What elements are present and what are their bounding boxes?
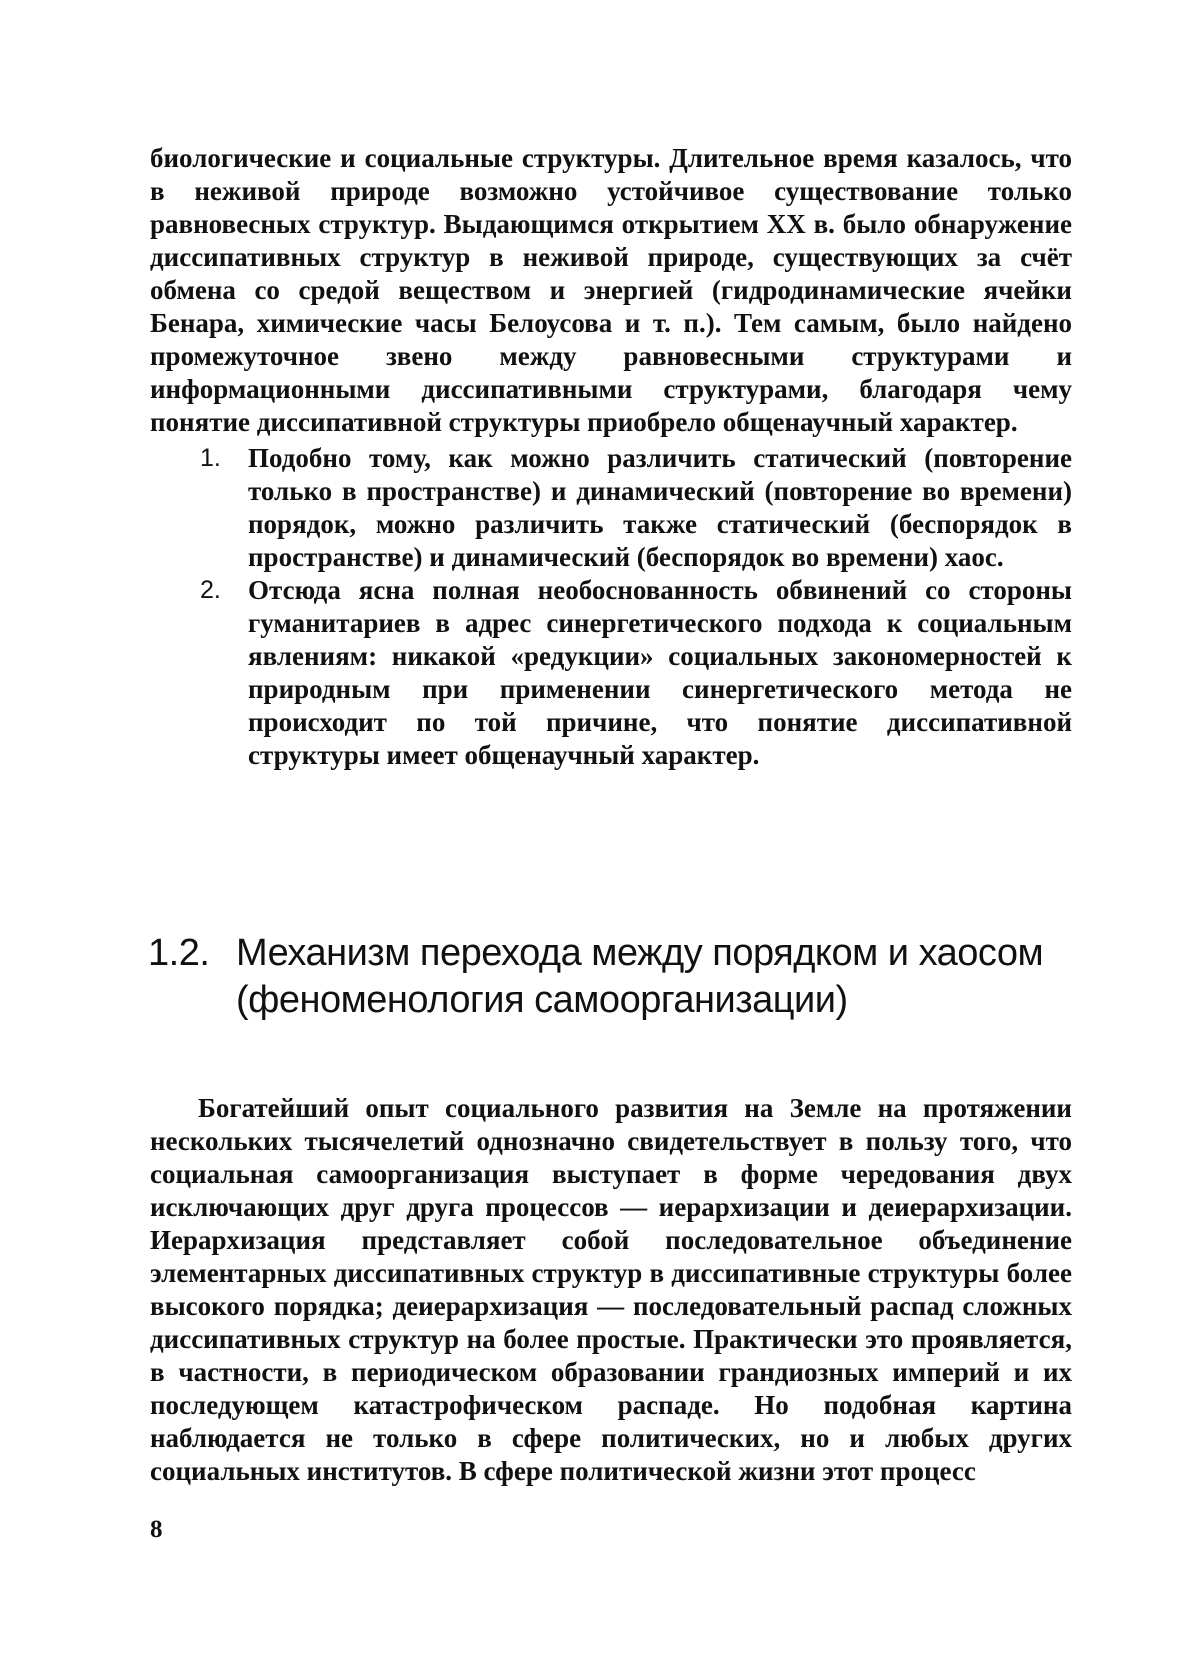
book-page	[0, 0, 1200, 1656]
main-paragraph	[150, 1092, 1072, 1488]
section-title-line-1: Механизм перехода между порядком и хаосом	[236, 930, 1078, 977]
section-number: 1.2.	[148, 930, 209, 977]
section-title-line-2: (феноменология самоорганизации)	[236, 977, 1078, 1024]
footnote-item-2	[190, 574, 1072, 772]
footnote-number: 2.	[200, 574, 221, 607]
section-heading	[148, 930, 1078, 1024]
footnote-number: 1.	[200, 442, 221, 475]
intro-paragraph-text: биологические и социальные структуры. Длительное время казалось, что в неживой природе возможно устойчивое существование только равновесных структур. Выдающимся открытием XX в. было обнаружение диссипативных структур в неживой природе, существующих за счёт обмена со средой веществом и энергией (гидродинамические ячейки Бенара, химические часы Белоусова и т. п.). Тем самым, было найдено промежуточное звено между равновесными структурами и информационными диссипативными структурами, благодаря чему понятие диссипативной структуры приобрело общенаучный характер.	[150, 142, 1072, 439]
footnote-text: Подобно тому, как можно различить статический (повторение только в пространстве) и динамический (повторение во времени) порядок, можно различить также статический (беспорядок в пространстве) и динамический (беспорядок во времени) хаос.	[248, 443, 1072, 572]
main-paragraph-text: Богатейший опыт социального развития на Земле на протяжении нескольких тысячелетий однозначно свидетельствует в пользу того, что социальная самоорганизация выступает в форме чередования двух исключающих друг друга процессов — иерархизации и деиерархизации. Иерархизация представляет собой последовательное объединение элементарных диссипативных структур в диссипативные структуры более высокого порядка; деиерархизация — последовательный распад сложных диссипативных структур на более простые. Практически это проявляется, в частности, в периодическом образовании грандиозных империй и их последующем катастрофическом распаде. Но подобная картина наблюдается не только в сфере политических, но и любых других социальных институтов. В сфере политической жизни этот процесс	[150, 1092, 1072, 1488]
page-number: 8	[150, 1516, 163, 1544]
intro-paragraph	[150, 142, 1072, 439]
footnote-list	[190, 442, 1072, 772]
footnote-text: Отсюда ясна полная необоснованность обвинений со стороны гуманитариев в адрес синергетического подхода к социальным явлениям: никакой «редукции» социальных закономерностей к природным при применении синергетического метода не происходит по той причине, что понятие диссипативной структуры имеет общенаучный характер.	[248, 575, 1072, 770]
footnote-item-1	[190, 442, 1072, 574]
